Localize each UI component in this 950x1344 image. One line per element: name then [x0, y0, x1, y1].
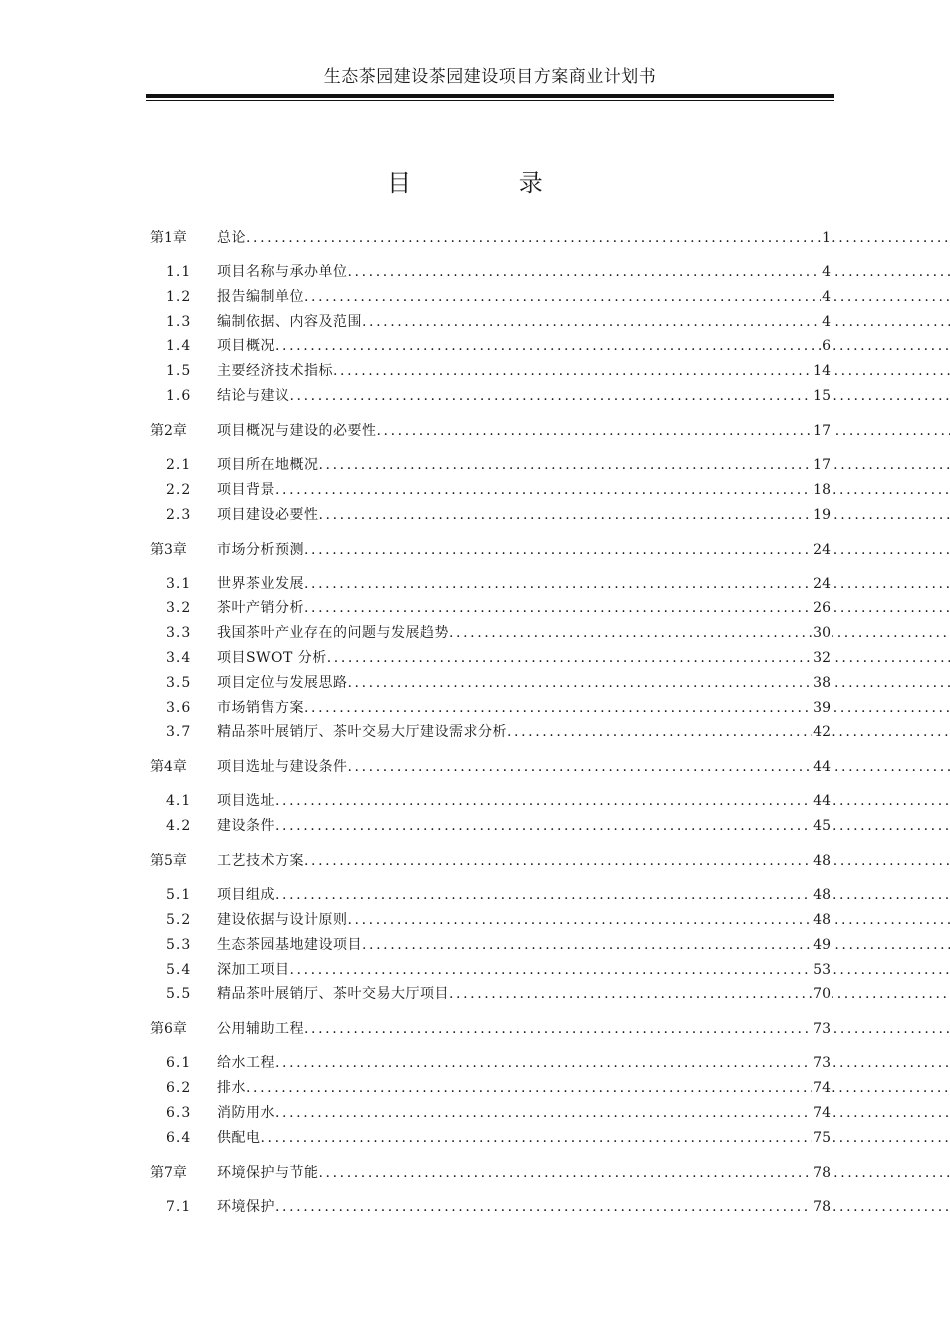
toc-entry-number: 第7章	[150, 1165, 187, 1181]
toc-entry-page: 48	[813, 912, 831, 928]
toc-entry-label: 消防用水	[217, 1105, 275, 1121]
toc-entry-page: 73	[813, 1055, 831, 1071]
toc-entry-page: 32	[813, 650, 831, 666]
toc-entry-label: 项目组成	[217, 887, 275, 903]
toc-row[interactable]	[0, 623, 950, 643]
toc-entry-page: 45	[813, 818, 831, 834]
toc-entry-label: 编制依据、内容及范围	[217, 314, 362, 330]
toc-row[interactable]	[0, 540, 950, 560]
toc-entry-page: 74	[813, 1080, 831, 1096]
toc-row[interactable]	[0, 421, 950, 441]
toc-row[interactable]	[0, 791, 950, 811]
toc-row[interactable]	[0, 698, 950, 718]
toc-entry-label: 项目定位与发展思路	[217, 675, 348, 691]
toc-row[interactable]	[0, 480, 950, 500]
toc-entry-page: 48	[813, 887, 831, 903]
toc-row[interactable]	[0, 228, 950, 248]
toc-title: 目 录	[387, 169, 593, 197]
toc-entry-number: 5.5	[166, 986, 192, 1002]
toc-entry-leader	[217, 1128, 950, 1148]
toc-entry-leader	[217, 910, 950, 930]
toc-entry-number: 3.2	[166, 600, 192, 616]
toc-entry-page: 70	[813, 986, 831, 1002]
toc-entry-label: 生态茶园基地建设项目	[217, 937, 362, 953]
toc-entry-leader	[217, 1019, 950, 1039]
toc-entry-label: 茶叶产销分析	[217, 600, 304, 616]
toc-entry-number: 第3章	[150, 542, 187, 558]
toc-entry-label: 深加工项目	[217, 962, 290, 978]
toc-entry-page: 53	[813, 962, 831, 978]
toc-row[interactable]	[0, 1128, 950, 1148]
toc-row[interactable]	[0, 816, 950, 836]
toc-row[interactable]	[0, 1103, 950, 1123]
toc-entry-page: 14	[813, 363, 831, 379]
toc-entry-label: 我国茶叶产业存在的问题与发展趋势	[217, 625, 449, 641]
toc-row[interactable]	[0, 910, 950, 930]
toc-row[interactable]	[0, 984, 950, 1004]
toc-row[interactable]	[0, 312, 950, 332]
toc-row[interactable]	[0, 455, 950, 475]
toc-row[interactable]	[0, 1019, 950, 1039]
toc-entry-label: 世界茶业发展	[217, 576, 304, 592]
toc-row[interactable]	[0, 336, 950, 356]
toc-entry-page: 39	[813, 700, 831, 716]
toc-entry-label: 精品茶叶展销厅、茶叶交易大厅项目	[217, 986, 449, 1002]
toc-entry-page: 78	[813, 1199, 831, 1215]
toc-entry-label: 给水工程	[217, 1055, 275, 1071]
toc-entry-number: 3.6	[166, 700, 192, 716]
toc-entry-number: 6.1	[166, 1055, 192, 1071]
toc-entry-page: 24	[813, 542, 831, 558]
toc-entry-leader	[217, 648, 950, 668]
toc-entry-leader	[217, 885, 950, 905]
toc-entry-leader	[217, 361, 950, 381]
toc-entry-page: 44	[813, 759, 831, 775]
toc-entry-label: 总论	[217, 230, 246, 246]
toc-entry-leader	[217, 1078, 950, 1098]
toc-entry-label: 项目建设必要性	[217, 507, 319, 523]
toc-entry-label: 建设依据与设计原则	[217, 912, 348, 928]
toc-row[interactable]	[0, 1053, 950, 1073]
toc-entry-label: 工艺技术方案	[217, 853, 304, 869]
toc-entry-page: 18	[813, 482, 831, 498]
toc-entry-number: 4.1	[166, 793, 192, 809]
toc-entry-label: 项目名称与承办单位	[217, 264, 348, 280]
toc-entry-number: 2.3	[166, 507, 192, 523]
toc-entry-label: 公用辅助工程	[217, 1021, 304, 1037]
toc-entry-page: 4	[822, 314, 831, 330]
toc-entry-label: 供配电	[217, 1130, 261, 1146]
toc-row[interactable]	[0, 1078, 950, 1098]
toc-entry-number: 3.7	[166, 724, 192, 740]
toc-entry-label: 市场销售方案	[217, 700, 304, 716]
toc-row[interactable]	[0, 574, 950, 594]
toc-entry-label: 建设条件	[217, 818, 275, 834]
toc-entry-leader	[217, 228, 950, 248]
toc-entry-number: 6.3	[166, 1105, 192, 1121]
toc-entry-leader	[217, 935, 950, 955]
toc-row[interactable]	[0, 851, 950, 871]
toc-row[interactable]	[0, 673, 950, 693]
toc-entry-leader	[217, 1197, 950, 1217]
toc-entry-number: 5.3	[166, 937, 192, 953]
toc-entry-page: 49	[813, 937, 831, 953]
toc-entry-label: 项目概况与建设的必要性	[217, 423, 377, 439]
toc-entry-leader	[217, 960, 950, 980]
toc-entry-number: 3.1	[166, 576, 192, 592]
toc-entry-leader	[217, 336, 950, 356]
toc-entry-number: 第2章	[150, 423, 187, 439]
toc-row[interactable]	[0, 361, 950, 381]
toc-entry-label: 主要经济技术指标	[217, 363, 333, 379]
toc-row[interactable]	[0, 722, 950, 742]
toc-entry-number: 4.2	[166, 818, 192, 834]
toc-entry-number: 第5章	[150, 853, 187, 869]
toc-entry-page: 73	[813, 1021, 831, 1037]
toc-entry-page: 74	[813, 1105, 831, 1121]
toc-entry-label: 精品茶叶展销厅、茶叶交易大厅建设需求分析	[217, 724, 507, 740]
toc-entry-leader	[217, 480, 950, 500]
toc-entry-page: 48	[813, 853, 831, 869]
toc-entry-page: 19	[813, 507, 831, 523]
toc-entry-leader	[217, 851, 950, 871]
toc-entry-label: 结论与建议	[217, 388, 290, 404]
toc-row[interactable]	[0, 287, 950, 307]
toc-entry-label: 项目所在地概况	[217, 457, 319, 473]
toc-row[interactable]	[0, 757, 950, 777]
toc-entry-label: 市场分析预测	[217, 542, 304, 558]
toc-entry-number: 2.2	[166, 482, 192, 498]
toc-entry-leader	[217, 984, 950, 1004]
toc-entry-label: 项目选址	[217, 793, 275, 809]
toc-row[interactable]	[0, 960, 950, 980]
toc-entry-number: 6.4	[166, 1130, 192, 1146]
toc-entry-label: 项目背景	[217, 482, 275, 498]
toc-entry-number: 3.3	[166, 625, 192, 641]
toc-entry-number: 1.4	[166, 338, 192, 354]
toc-entry-leader	[217, 455, 950, 475]
toc-entry-page: 78	[813, 1165, 831, 1181]
toc-entry-leader	[217, 722, 950, 742]
toc-entry-number: 7.1	[166, 1199, 192, 1215]
toc-entry-leader	[217, 287, 950, 307]
toc-entry-number: 1.6	[166, 388, 192, 404]
toc-entry-leader	[217, 1053, 950, 1073]
toc-entry-leader	[217, 757, 950, 777]
toc-entry-label: 项目SWOT 分析	[217, 650, 327, 666]
toc-entry-leader	[217, 574, 950, 594]
toc-entry-leader	[217, 262, 950, 282]
toc-entry-page: 4	[822, 264, 831, 280]
toc-entry-number: 5.2	[166, 912, 192, 928]
toc-entry-number: 5.4	[166, 962, 192, 978]
toc-entry-number: 6.2	[166, 1080, 192, 1096]
toc-entry-label: 项目选址与建设条件	[217, 759, 348, 775]
document-header-title: 生态茶园建设茶园建设项目方案商业计划书	[323, 67, 657, 87]
toc-entry-leader	[217, 698, 950, 718]
toc-entry-number: 2.1	[166, 457, 192, 473]
toc-entry-leader	[217, 386, 950, 406]
toc-entry-number: 1.3	[166, 314, 192, 330]
toc-entry-label: 环境保护	[217, 1199, 275, 1215]
toc-row[interactable]	[0, 1163, 950, 1183]
toc-entry-page: 17	[813, 423, 831, 439]
toc-row[interactable]	[0, 386, 950, 406]
toc-entry-number: 3.4	[166, 650, 192, 666]
toc-row[interactable]	[0, 598, 950, 618]
toc-entry-leader	[217, 598, 950, 618]
toc-row[interactable]	[0, 885, 950, 905]
toc-row[interactable]	[0, 1197, 950, 1217]
toc-entry-leader	[217, 1103, 950, 1123]
toc-entry-label: 环境保护与节能	[217, 1165, 319, 1181]
toc-entry-leader	[217, 540, 950, 560]
toc-entry-number: 第6章	[150, 1021, 187, 1037]
toc-entry-page: 15	[813, 388, 831, 404]
toc-entry-page: 17	[813, 457, 831, 473]
toc-entry-page: 6	[822, 338, 831, 354]
toc-entry-label: 报告编制单位	[217, 289, 304, 305]
toc-entry-page: 42	[813, 724, 831, 740]
toc-entry-number: 1.2	[166, 289, 192, 305]
toc-row[interactable]	[0, 648, 950, 668]
toc-entry-page: 26	[813, 600, 831, 616]
toc-entry-number: 1.1	[166, 264, 192, 280]
toc-entry-leader	[217, 421, 950, 441]
toc-entry-page: 24	[813, 576, 831, 592]
toc-entry-page: 75	[813, 1130, 831, 1146]
toc-entry-page: 30	[813, 625, 831, 641]
toc-entry-leader	[217, 816, 950, 836]
toc-entry-number: 第1章	[150, 230, 187, 246]
toc-entry-leader	[217, 505, 950, 525]
toc-row[interactable]	[0, 505, 950, 525]
toc-entry-page: 38	[813, 675, 831, 691]
toc-entry-label: 项目概况	[217, 338, 275, 354]
toc-entry-leader	[217, 791, 950, 811]
toc-entry-number: 第4章	[150, 759, 187, 775]
toc-row[interactable]	[0, 935, 950, 955]
toc-entry-leader	[217, 623, 950, 643]
toc-entry-number: 5.1	[166, 887, 192, 903]
toc-entry-page: 1	[822, 230, 831, 246]
toc-entry-leader	[217, 673, 950, 693]
toc-entry-page: 4	[822, 289, 831, 305]
toc-entry-number: 3.5	[166, 675, 192, 691]
toc-entry-page: 44	[813, 793, 831, 809]
toc-entry-leader	[217, 1163, 950, 1183]
toc-row[interactable]	[0, 262, 950, 282]
toc-entry-label: 排水	[217, 1080, 246, 1096]
toc-entry-number: 1.5	[166, 363, 192, 379]
toc-entry-leader	[217, 312, 950, 332]
